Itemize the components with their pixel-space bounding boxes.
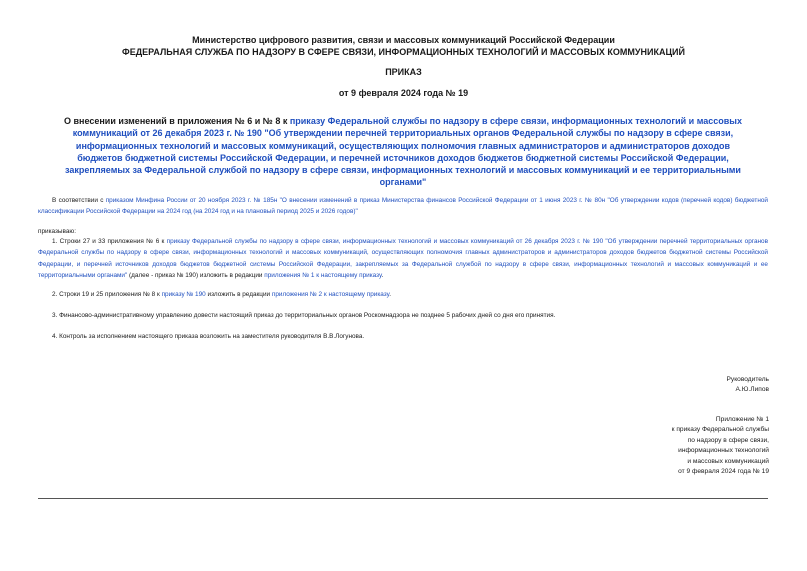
item-2-text: 2. Строки 19 и 25 приложения № 8 к — [52, 291, 162, 298]
item-1-order-link[interactable]: приказу Федеральной службы по надзору в сфере связи, информационных технологий и массовых коммуникаций от 26 декабря 2023 г. № 190 "Об утверждении перечней территориальных органов Федеральной службы по надзору в сфере связи, информационных технологий и массовых коммуникаций, осуществляющих полномочия главных администраторов и администраторов доходов бюджетов бюджетной системы Российской Федерации, и перечней источников доходов бюджетов бюджетной системы Российской Федерации, закрепляемых за Федеральной службой по надзору в сфере связи, информационных технологий и массовых коммуникаций и ее территориальными органами" — [38, 238, 768, 280]
doc-date-number: от 9 февраля 2024 года № 19 — [338, 88, 469, 98]
item-1-text: 1. Строки 27 и 33 приложения № 6 к — [52, 238, 167, 245]
preamble-paragraph — [38, 195, 768, 218]
appendix-line: к приказу Федеральной службы — [671, 426, 769, 434]
item-4: 4. Контроль за исполнением настоящего приказа возложить на заместителя руководителя В.В.Логунова. — [52, 333, 365, 340]
item-3: 3. Финансово-административному управлению довести настоящий приказ до территориальных органов Роскомнадзора не позднее 5 рабочих дней со дня его принятия. — [52, 312, 556, 319]
appendix-2-link[interactable]: приложения № 2 к настоящему приказу — [271, 291, 390, 298]
signature-block — [727, 375, 769, 395]
subject-order-190-link[interactable]: приказу Федеральной службы по надзору в сфере связи, информационных технологий и массовых коммуникаций от 26 декабря 2023 г. № 190 "Об утверждении перечней территориальных органов Федеральной службы по надзору в сфере связи, информационных технологий и массовых коммуникаций, осуществляющих полномочия главных администраторов и администраторов доходов бюджетов бюджетной системы Российской Федерации, и перечней источников доходов бюджетов бюджетной системы Российской Федерации, закрепляемых за Федеральной службой по надзору в сфере связи, информационных технологий и массовых коммуникаций и ее территориальными органами" — [65, 116, 742, 188]
item-1 — [38, 236, 768, 282]
item-1-end: . — [381, 272, 384, 280]
item-1-mid: (далее - приказ № 190) изложить в редакции — [127, 272, 265, 280]
order-word: приказываю: — [38, 228, 76, 235]
signatory-position: Руководитель — [726, 376, 769, 383]
subject-text: О внесении изменений в приложения № 6 и № 8 к — [64, 116, 290, 126]
preamble-text: В соответствии с — [52, 197, 106, 204]
item-2-end: . — [389, 291, 391, 298]
item-2 — [38, 289, 768, 300]
appendix-line: Приложение № 1 — [715, 416, 769, 423]
item-2-order-link[interactable]: приказу № 190 — [161, 291, 206, 298]
ministry-name: Министерство цифрового развития, связи и массовых коммуникаций Российской Федерации — [192, 35, 615, 45]
appendix-line: от 9 февраля 2024 года № 19 — [678, 468, 769, 476]
minfin-order-link[interactable]: приказом Минфина России от 20 ноября 2023 г. № 185н "О внесении изменений в приказ Министерства финансов Российской Федерации от 1 июня 2023 г. № 80н "Об утверждении кодов (перечней кодов) бюджетной классификации Российской Федерации на 2024 год (на 2024 год и на плановый период 2025 и 2026 годов)" — [38, 197, 768, 216]
doc-subject — [56, 115, 750, 189]
horizontal-divider — [38, 498, 768, 499]
item-2-mid: изложить в редакции — [205, 291, 272, 298]
signatory-name: А.Ю.Липов — [735, 386, 769, 393]
appendix-line: по надзору в сфере связи, — [687, 436, 769, 444]
doc-type: ПРИКАЗ — [385, 67, 422, 77]
appendix-line: и массовых коммуникаций — [687, 457, 769, 465]
appendix-heading — [672, 415, 769, 477]
appendix-line: информационных технологий — [678, 447, 769, 455]
service-name: ФЕДЕРАЛЬНАЯ СЛУЖБА ПО НАДЗОРУ В СФЕРЕ СВЯЗИ, ИНФОРМАЦИОННЫХ ТЕХНОЛОГИЙ И МАССОВЫХ КОММУНИКАЦИЙ — [122, 47, 685, 57]
appendix-1-link[interactable]: приложения № 1 к настоящему приказу — [264, 272, 382, 280]
